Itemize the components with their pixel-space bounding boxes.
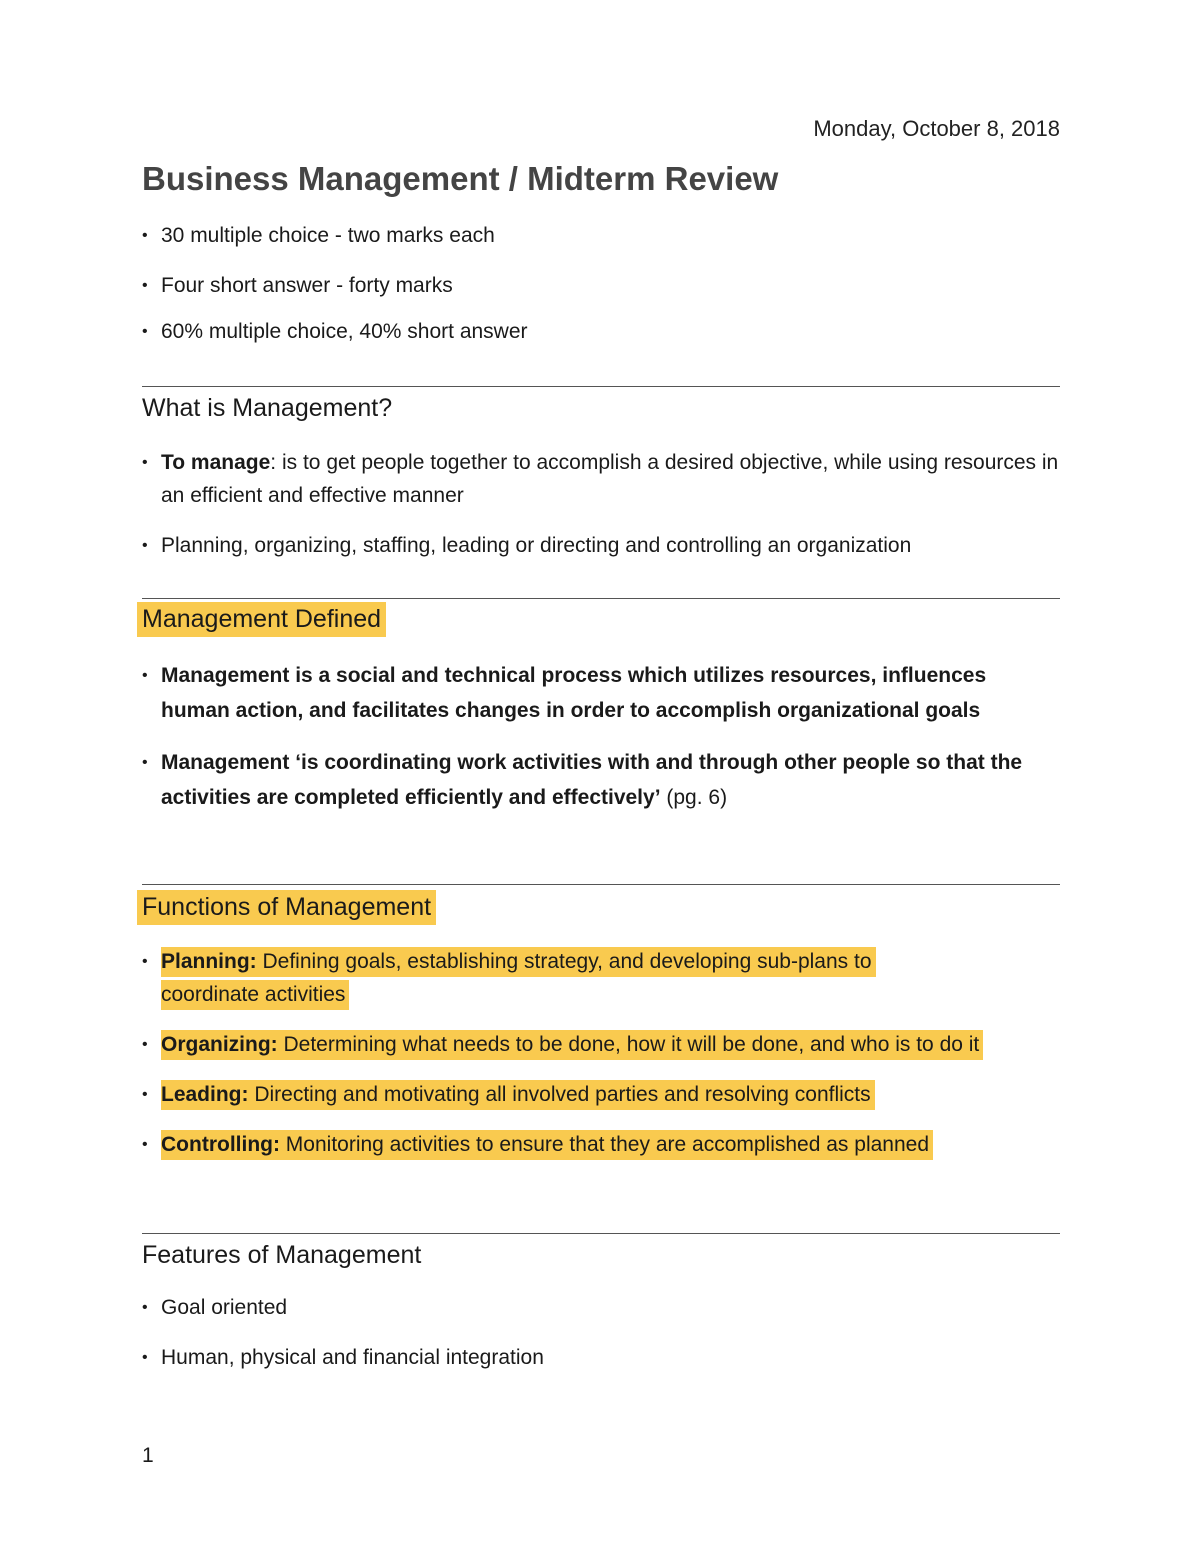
- section-divider: [142, 598, 1060, 599]
- list-item: • Controlling: Monitoring activities to ensure that they are accomplished as planned: [142, 1128, 1042, 1161]
- features-list: [142, 1291, 1062, 1374]
- list-item: • Organizing: Determining what needs to be done, how it will be done, and who is to do it: [142, 1028, 1041, 1061]
- intro-list: [142, 219, 1062, 348]
- section-divider: [142, 386, 1060, 387]
- document-date: Monday, October 8, 2018: [813, 116, 1060, 141]
- list-item: • Planning: Defining goals, establishing strategy, and developing sub-plans to coordinate activities: [142, 945, 966, 1011]
- list-item: • Human, physical and financial integration: [142, 1341, 1062, 1374]
- defined-list: [142, 658, 1042, 815]
- functions-list: [142, 945, 1042, 1161]
- section-divider: [142, 884, 1060, 885]
- what-list: [142, 446, 1062, 562]
- list-item: • 30 multiple choice - two marks each: [142, 219, 1062, 252]
- section-heading-features-of-management: Features of Management: [142, 1241, 422, 1269]
- list-item: • To manage: is to get people together to accomplish a desired objective, while using resources in an efficient and effective manner: [142, 446, 1062, 512]
- list-item: • Planning, organizing, staffing, leading or directing and controlling an organization: [142, 529, 1062, 562]
- document-title: Business Management / Midterm Review: [142, 160, 779, 197]
- page-number: 1: [142, 1444, 154, 1467]
- list-item: • Management is a social and technical process which utilizes resources, influences human action, and facilitates changes in order to accomplish organizational goals: [142, 658, 1042, 728]
- list-item: • 60% multiple choice, 40% short answer: [142, 315, 1062, 348]
- section-divider: [142, 1233, 1060, 1234]
- section-heading-functions-of-management: Functions of Management: [142, 893, 436, 922]
- section-heading-what-is-management: What is Management?: [142, 394, 393, 422]
- list-item: • Management ‘is coordinating work activities with and through other people so that the activities are completed efficiently and effectively’ (pg. 6): [142, 745, 1042, 815]
- section-heading-management-defined: Management Defined: [142, 605, 386, 634]
- list-item: • Goal oriented: [142, 1291, 1062, 1324]
- list-item: • Four short answer - forty marks: [142, 269, 1062, 302]
- list-item: • Leading: Directing and motivating all involved parties and resolving conflicts: [142, 1078, 1042, 1111]
